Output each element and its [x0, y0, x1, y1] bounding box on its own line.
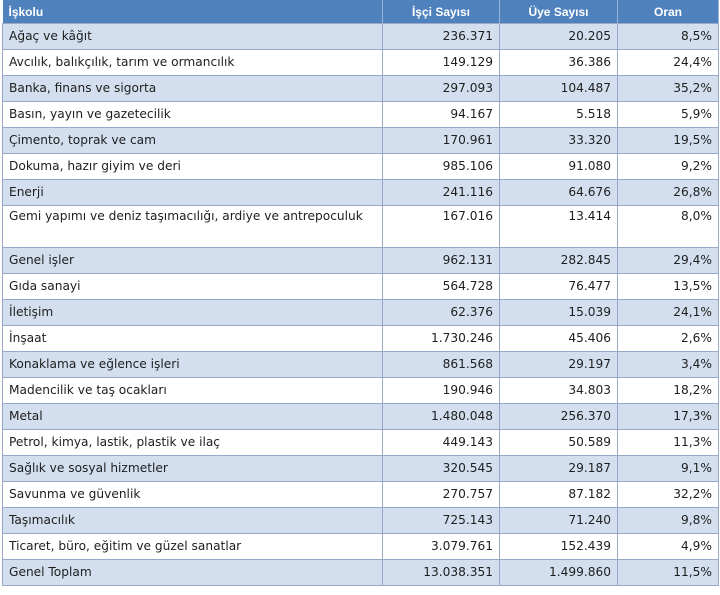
rate: 26,8%	[618, 180, 719, 206]
member-count: 29.197	[500, 352, 618, 378]
row-label: Banka, finans ve sigorta	[3, 76, 383, 102]
member-count: 104.487	[500, 76, 618, 102]
rate: 24,1%	[618, 300, 719, 326]
row-label: Konaklama ve eğlence işleri	[3, 352, 383, 378]
table-row	[3, 508, 719, 534]
worker-count: 449.143	[383, 430, 500, 456]
row-label: Madencilik ve taş ocakları	[3, 378, 383, 404]
table-row	[3, 326, 719, 352]
worker-count: 564.728	[383, 274, 500, 300]
worker-count: 1.480.048	[383, 404, 500, 430]
worker-count: 167.016	[383, 206, 500, 248]
worker-count: 149.129	[383, 50, 500, 76]
worker-count: 320.545	[383, 456, 500, 482]
row-label: Ağaç ve kâğıt	[3, 24, 383, 50]
worker-count: 270.757	[383, 482, 500, 508]
table-row	[3, 430, 719, 456]
table-row	[3, 180, 719, 206]
header-oran: Oran	[618, 0, 719, 24]
member-count: 20.205	[500, 24, 618, 50]
worker-count: 861.568	[383, 352, 500, 378]
worker-count: 62.376	[383, 300, 500, 326]
table-row	[3, 482, 719, 508]
table-row	[3, 248, 719, 274]
rate: 9,1%	[618, 456, 719, 482]
worker-count: 94.167	[383, 102, 500, 128]
member-count: 76.477	[500, 274, 618, 300]
table-row	[3, 102, 719, 128]
table-row	[3, 300, 719, 326]
row-label: Gıda sanayi	[3, 274, 383, 300]
member-count: 29.187	[500, 456, 618, 482]
member-count: 282.845	[500, 248, 618, 274]
table-row	[3, 24, 719, 50]
table-row	[3, 378, 719, 404]
rate: 8,0%	[618, 206, 719, 248]
table-row	[3, 456, 719, 482]
worker-count: 725.143	[383, 508, 500, 534]
row-label: Gemi yapımı ve deniz taşımacılığı, ardiye ve antrepoculuk	[3, 206, 383, 248]
member-count: 15.039	[500, 300, 618, 326]
worker-count: 985.106	[383, 154, 500, 180]
member-count: 45.406	[500, 326, 618, 352]
member-count: 87.182	[500, 482, 618, 508]
table-row	[3, 76, 719, 102]
row-label: Sağlık ve sosyal hizmetler	[3, 456, 383, 482]
table-row	[3, 206, 719, 248]
rate: 35,2%	[618, 76, 719, 102]
member-count: 36.386	[500, 50, 618, 76]
worker-count: 297.093	[383, 76, 500, 102]
member-count: 256.370	[500, 404, 618, 430]
header-isci-sayisi: İşçi Sayısı	[383, 0, 500, 24]
rate: 2,6%	[618, 326, 719, 352]
total-row	[3, 560, 719, 586]
worker-count: 1.730.246	[383, 326, 500, 352]
total-rate: 11,5%	[618, 560, 719, 586]
rate: 9,8%	[618, 508, 719, 534]
rate: 5,9%	[618, 102, 719, 128]
row-label: Genel işler	[3, 248, 383, 274]
worker-count: 962.131	[383, 248, 500, 274]
table-row	[3, 128, 719, 154]
header-iskolu: İşkolu	[3, 0, 383, 24]
rate: 4,9%	[618, 534, 719, 560]
member-count: 64.676	[500, 180, 618, 206]
member-count: 34.803	[500, 378, 618, 404]
member-count: 5.518	[500, 102, 618, 128]
table-row	[3, 404, 719, 430]
row-label: Dokuma, hazır giyim ve deri	[3, 154, 383, 180]
row-label: Metal	[3, 404, 383, 430]
member-count: 13.414	[500, 206, 618, 248]
rate: 8,5%	[618, 24, 719, 50]
row-label: İletişim	[3, 300, 383, 326]
union-membership-table	[2, 0, 719, 586]
table-row	[3, 534, 719, 560]
worker-count: 236.371	[383, 24, 500, 50]
row-label: Avcılık, balıkçılık, tarım ve ormancılık	[3, 50, 383, 76]
rate: 9,2%	[618, 154, 719, 180]
header-row	[3, 0, 719, 24]
row-label: Ticaret, büro, eğitim ve güzel sanatlar	[3, 534, 383, 560]
rate: 17,3%	[618, 404, 719, 430]
worker-count: 241.116	[383, 180, 500, 206]
member-count: 50.589	[500, 430, 618, 456]
total-row-label: Genel Toplam	[3, 560, 383, 586]
rate: 18,2%	[618, 378, 719, 404]
table-row	[3, 50, 719, 76]
row-label: Savunma ve güvenlik	[3, 482, 383, 508]
row-label: Basın, yayın ve gazetecilik	[3, 102, 383, 128]
worker-count: 3.079.761	[383, 534, 500, 560]
worker-count: 170.961	[383, 128, 500, 154]
header-uye-sayisi: Üye Sayısı	[500, 0, 618, 24]
row-label: Taşımacılık	[3, 508, 383, 534]
table-body	[3, 24, 719, 586]
member-count: 71.240	[500, 508, 618, 534]
member-count: 33.320	[500, 128, 618, 154]
row-label: Çimento, toprak ve cam	[3, 128, 383, 154]
rate: 29,4%	[618, 248, 719, 274]
total-member-count: 1.499.860	[500, 560, 618, 586]
row-label: Petrol, kimya, lastik, plastik ve ilaç	[3, 430, 383, 456]
rate: 13,5%	[618, 274, 719, 300]
member-count: 152.439	[500, 534, 618, 560]
rate: 24,4%	[618, 50, 719, 76]
table-row	[3, 352, 719, 378]
worker-count: 190.946	[383, 378, 500, 404]
table-row	[3, 154, 719, 180]
row-label: Enerji	[3, 180, 383, 206]
total-worker-count: 13.038.351	[383, 560, 500, 586]
member-count: 91.080	[500, 154, 618, 180]
rate: 3,4%	[618, 352, 719, 378]
rate: 32,2%	[618, 482, 719, 508]
row-label: İnşaat	[3, 326, 383, 352]
rate: 11,3%	[618, 430, 719, 456]
table-row	[3, 274, 719, 300]
rate: 19,5%	[618, 128, 719, 154]
